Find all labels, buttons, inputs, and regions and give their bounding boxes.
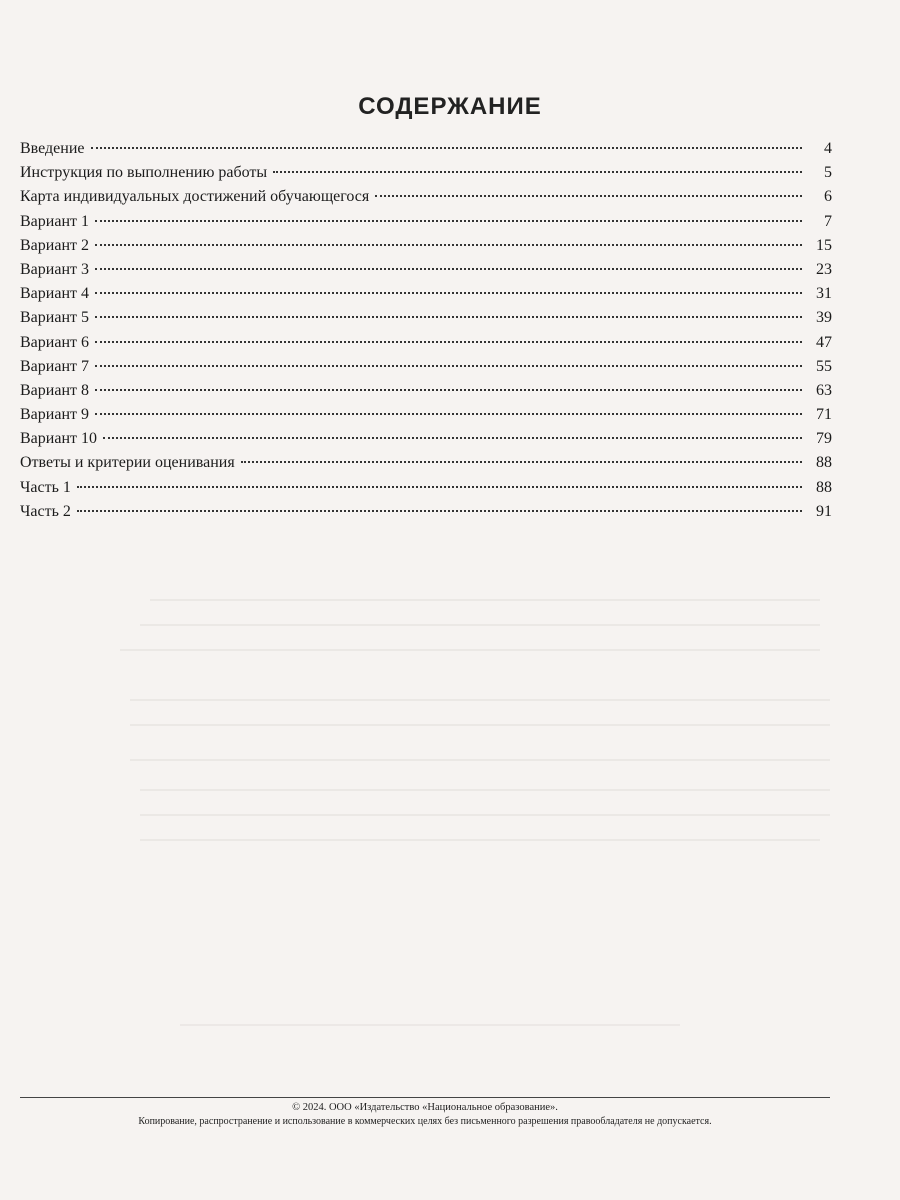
toc-entry-label: Вариант 6	[20, 333, 89, 351]
toc-entry-page-number: 39	[816, 309, 832, 327]
toc-entry-page-number: 55	[816, 357, 832, 375]
dot-leader	[95, 244, 802, 246]
toc-entry-label: Вариант 10	[20, 430, 97, 448]
dot-leader	[77, 510, 802, 512]
rights-notice: Копирование, распространение и использование в коммерческих целях без письменного разрешения правообладателя не допускается.	[138, 1116, 712, 1127]
dot-leader	[91, 147, 803, 149]
toc-entry-label: Часть 1	[20, 478, 71, 496]
toc-entry-label: Вариант 9	[20, 406, 89, 424]
dot-leader	[95, 341, 802, 343]
toc-entry	[20, 309, 832, 333]
page-title: СОДЕРЖАНИЕ	[358, 93, 542, 120]
dot-leader	[95, 389, 802, 391]
toc-entry-label: Ответы и критерии оценивания	[20, 454, 235, 472]
dot-leader	[95, 316, 802, 318]
dot-leader	[95, 268, 802, 270]
table-of-contents	[20, 140, 832, 527]
toc-entry-page-number: 79	[816, 430, 832, 448]
toc-entry-label: Вариант 1	[20, 212, 89, 230]
dot-leader	[375, 195, 802, 197]
toc-entry-page-number: 91	[816, 502, 832, 520]
dot-leader	[77, 486, 802, 488]
toc-entry-label: Введение	[20, 140, 85, 157]
toc-entry-page-number: 23	[816, 260, 832, 278]
toc-entry-page-number: 47	[816, 333, 832, 351]
toc-entry	[20, 454, 832, 478]
dot-leader	[95, 220, 802, 222]
toc-entry-page-number: 15	[816, 236, 832, 254]
toc-entry-page-number: 5	[824, 164, 832, 182]
toc-entry-label: Карта индивидуальных достижений обучающегося	[20, 188, 370, 206]
toc-entry-label: Вариант 5	[20, 309, 89, 327]
toc-entry-page-number: 7	[824, 212, 832, 230]
toc-entry-label: Вариант 4	[20, 285, 89, 303]
toc-entry	[20, 430, 832, 454]
toc-entry-label: Часть 2	[20, 502, 71, 520]
toc-entry	[20, 479, 832, 503]
toc-entry	[20, 358, 832, 382]
toc-entry	[20, 188, 832, 212]
toc-entry	[20, 406, 832, 430]
toc-entry	[20, 285, 832, 309]
toc-entry	[20, 503, 832, 527]
dot-leader	[273, 171, 802, 173]
dot-leader	[103, 437, 802, 439]
toc-entry-page-number: 88	[816, 478, 832, 496]
toc-entry-page-number: 71	[816, 406, 832, 424]
toc-entry-page-number: 63	[816, 381, 832, 399]
toc-entry	[20, 140, 832, 164]
toc-entry-label: Вариант 8	[20, 381, 89, 399]
dot-leader	[95, 292, 802, 294]
toc-entry	[20, 261, 832, 285]
toc-entry	[20, 164, 832, 188]
toc-entry-page-number: 6	[824, 188, 832, 206]
toc-entry-label: Вариант 2	[20, 236, 89, 254]
toc-entry-label: Вариант 3	[20, 260, 89, 278]
toc-entry-label: Инструкция по выполнению работы	[20, 164, 268, 182]
toc-entry	[20, 213, 832, 237]
toc-entry	[20, 382, 832, 406]
dot-leader	[241, 461, 802, 463]
toc-entry-page-number: 31	[816, 285, 832, 303]
footer-divider	[20, 1097, 830, 1098]
dot-leader	[95, 365, 802, 367]
toc-entry	[20, 237, 832, 261]
toc-entry-label: Вариант 7	[20, 357, 89, 375]
toc-entry	[20, 334, 832, 358]
toc-entry-page-number: 88	[816, 454, 832, 472]
copyright-line: © 2024. ООО «Издательство «Национальное образование».	[292, 1102, 558, 1113]
dot-leader	[95, 413, 802, 415]
toc-entry-page-number: 4	[824, 140, 832, 157]
